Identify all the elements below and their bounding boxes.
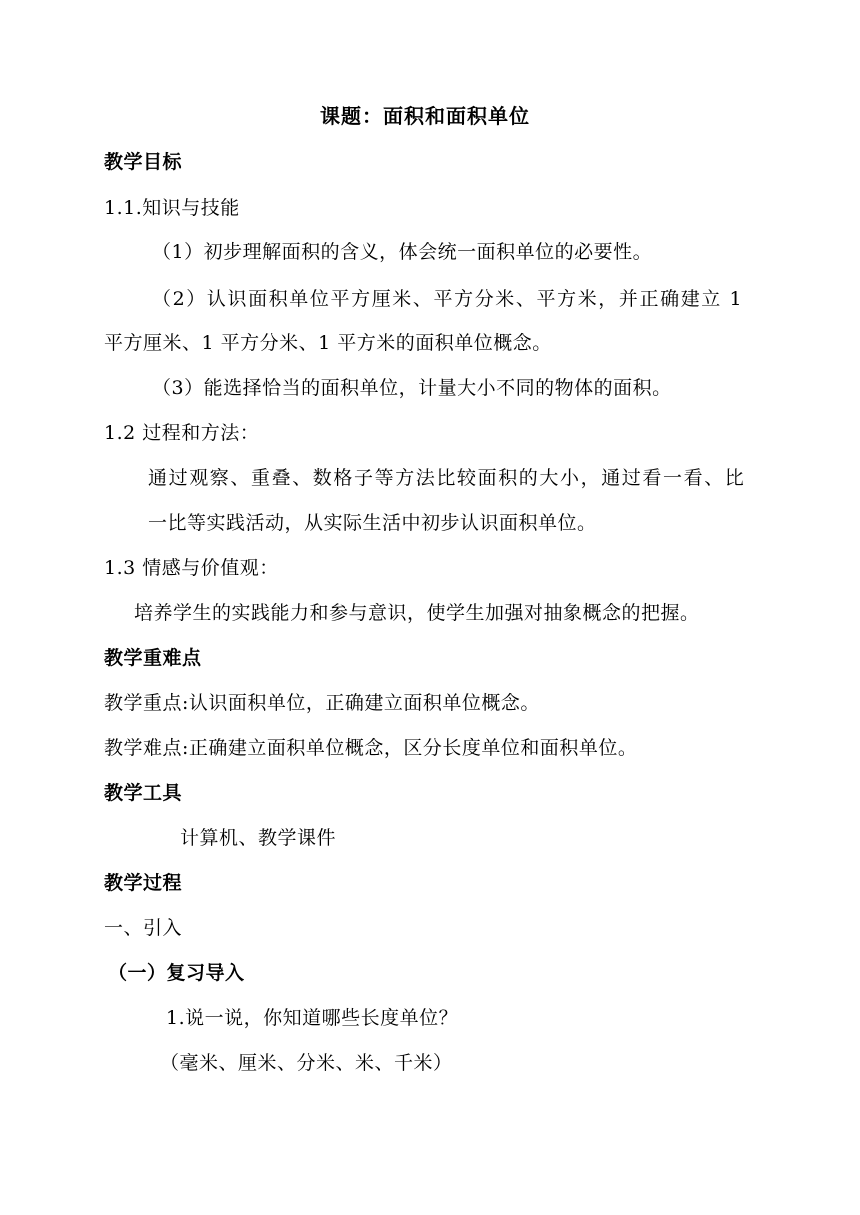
tools-heading: 教学工具 bbox=[104, 782, 183, 804]
tools-text: 计算机、教学课件 bbox=[180, 827, 337, 849]
process-text-line-1: 通过观察、重叠、数格子等方法比较面积的大小，通过看一看、比 bbox=[148, 467, 746, 489]
page-title: 课题：面积和面积单位 bbox=[320, 104, 530, 128]
knowledge-item-1: （1）初步理解面积的含义，体会统一面积单位的必要性。 bbox=[152, 241, 653, 263]
knowledge-item-2-line-1: （2）认识面积单位平方厘米、平方分米、平方米，并正确建立 1 bbox=[152, 288, 744, 310]
key-points-heading: 教学重难点 bbox=[104, 647, 202, 669]
intro-heading: 一、引入 bbox=[104, 917, 183, 939]
emotion-text: 培养学生的实践能力和参与意识，使学生加强对抽象概念的把握。 bbox=[134, 602, 700, 624]
process-text-line-2: 一比等实践活动，从实际生活中初步认识面积单位。 bbox=[148, 512, 597, 534]
objectives-heading: 教学目标 bbox=[104, 151, 183, 173]
emotion-heading: 1.3 情感与价值观： bbox=[104, 557, 279, 579]
knowledge-heading: 1.1.知识与技能 bbox=[104, 197, 240, 219]
knowledge-item-3: （3）能选择恰当的面积单位，计量大小不同的物体的面积。 bbox=[152, 377, 672, 399]
review-heading: （一）复习导入 bbox=[108, 962, 245, 984]
knowledge-item-2-line-2: 平方厘米、1 平方分米、1 平方米的面积单位概念。 bbox=[104, 332, 552, 354]
key-point-text: 教学重点:认识面积单位，正确建立面积单位概念。 bbox=[104, 692, 540, 714]
procedure-heading: 教学过程 bbox=[104, 872, 183, 894]
process-heading: 1.2 过程和方法： bbox=[104, 422, 260, 444]
question-1: 1.说一说，你知道哪些长度单位？ bbox=[166, 1007, 459, 1029]
difficult-point-text: 教学难点:正确建立面积单位概念，区分长度单位和面积单位。 bbox=[104, 737, 638, 759]
answer-1: （毫米、厘米、分米、米、千米） bbox=[160, 1052, 453, 1074]
